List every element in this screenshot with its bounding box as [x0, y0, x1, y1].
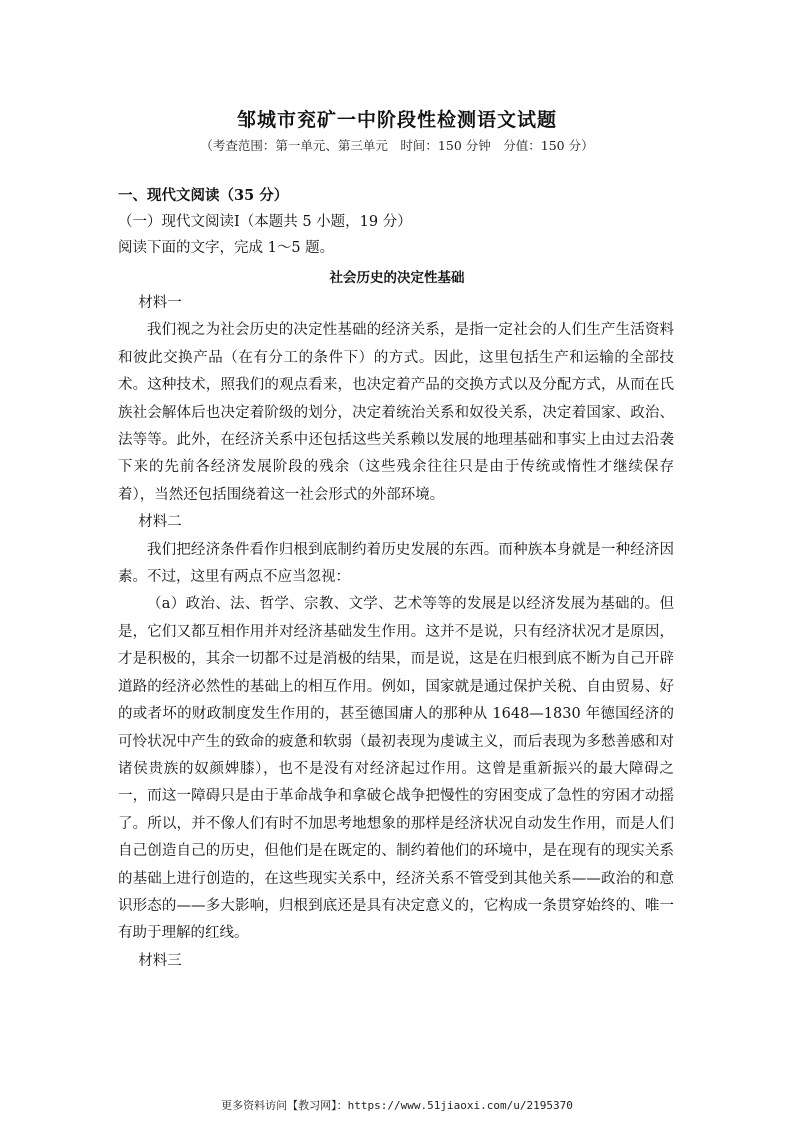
- article-title: 社会历史的决定性基础: [329, 270, 465, 286]
- section-subheading: （一）现代文阅读Ⅰ（本题共 5 小题，19 分）: [118, 214, 412, 230]
- section-heading: 一、现代文阅读（35 分）: [118, 187, 289, 204]
- reading-instruction: 阅读下面的文字，完成 1～5 题。: [118, 240, 335, 256]
- page-title: 邹城市兖矿一中阶段性检测语文试题: [236, 109, 557, 131]
- footer-link[interactable]: 更多资料访问【教习网】：https://www.51jiaoxi.com/u/2195370: [221, 1099, 573, 1112]
- article-body: [118, 290, 674, 975]
- material-2-paragraph-2: （a）政治、法、哲学、宗教、文学、艺术等等的发展是以经济发展为基础的。但是，它们又都互相作用并对经济基础发生作用。这并不是说，只有经济状况才是原因，才是积极的，其余一切都不过是消极的结果，而是说，这是在归根到底不断为自己开辟道路的经济必然性的基础上的相互作用。例如，国家就是通过保护关税、自由贸易、好的或者坏的财政制度发生作用的，甚至德国庸人的那种从 1648—1830 年德国经济的可怜状况中产生的致命的疲惫和软弱（最初表现为虔诚主义，而后表现为多愁善感和对诸侯贵族的奴颜婢膝），也不是没有对经济起过作用。这曾是重新振兴的最大障碍之一，而这一障碍只是由于革命战争和拿破仑战争把慢性的穷困变成了急性的穷困才动摇了。所以，并不像人们有时不加思考地想象的那样是经济状况自动发生作用，而是人们自己创造自己的历史，但他们是在既定的、制约着他们的环境中，是在现有的现实关系的基础上进行创造的，在这些现实关系中，经济关系不管受到其他关系——政治的和意识形态的——多大影响，归根到底还是具有决定意义的，它构成一条贯穿始终的、唯一有助于理解的红线。: [118, 596, 674, 942]
- material-2-paragraph-1: 我们把经济条件看作归根到底制约着历史发展的东西。而种族本身就是一种经济因素。不过，这里有两点不应当忽视：: [118, 541, 674, 586]
- exam-info: （考查范围：第一单元、第三单元 时间：150 分钟 分值：150 分）: [200, 138, 594, 153]
- material-3-label: 材料三: [138, 952, 182, 969]
- material-1-paragraph: 我们视之为社会历史的决定性基础的经济关系，是指一定社会的人们生产生活资料和彼此交换产品（在有分工的条件下）的方式。因此，这里包括生产和运输的全部技术。这种技术，照我们的观点看来，也决定着产品的交换方式以及分配方式，从而在氏族社会解体后也决定着阶级的划分，决定着统治关系和奴役关系，决定着国家、政治、法等等。此外，在经济关系中还包括这些关系赖以发展的地理基础和事实上由过去沿袭下来的先前各经济发展阶段的残余（这些残余往往只是由于传统或惰性才继续保存着），当然还包括围绕着这一社会形式的外部环境。: [118, 322, 674, 503]
- material-1-label: 材料一: [138, 295, 182, 311]
- material-2-label: 材料二: [138, 514, 182, 531]
